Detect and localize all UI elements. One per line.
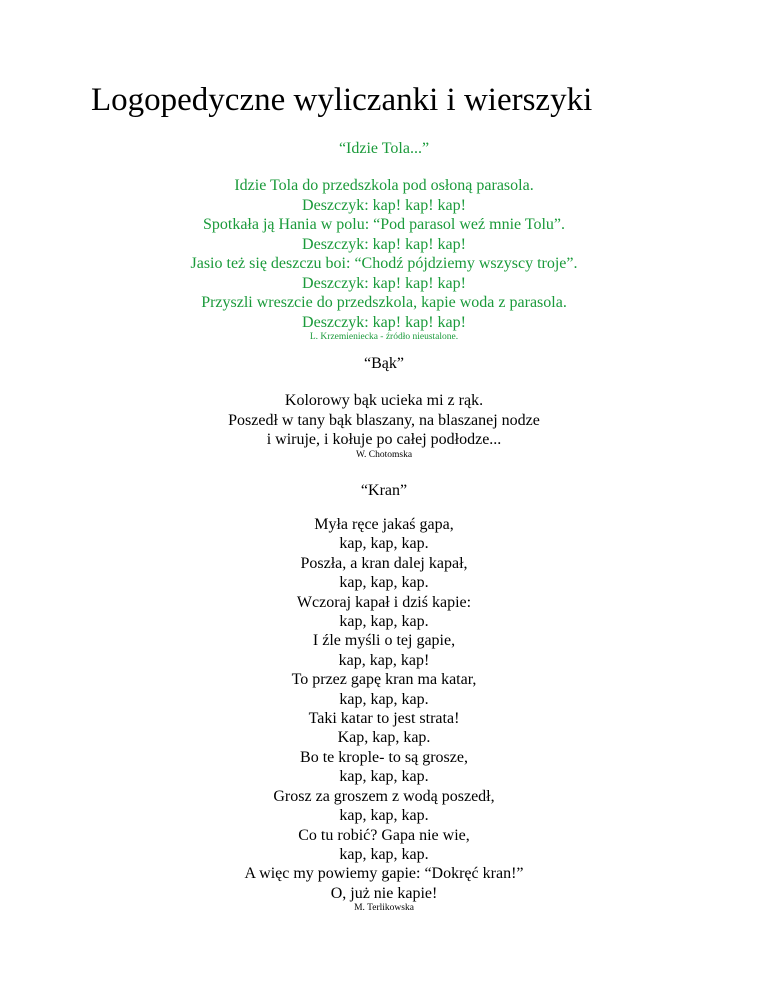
poem-lines: [0, 515, 768, 903]
poem-bak: [0, 354, 768, 461]
poem-line: kap, kap, kap.: [339, 613, 429, 631]
poem-line: Jasio też się deszczu boi: “Chodź pójdziemy wszyscy troje”.: [190, 255, 578, 272]
poem-line: To przez gapę kran ma katar,: [291, 671, 477, 689]
poem-line: Grosz za groszem z wodą poszedł,: [273, 787, 495, 805]
poem-title: “Bąk”: [364, 355, 404, 372]
poem-line: kap, kap, kap.: [339, 574, 429, 592]
poem-lines: [0, 176, 768, 332]
poem-line: Kap, kap, kap.: [337, 729, 431, 747]
poem-line: Deszczyk: kap! kap! kap!: [302, 196, 466, 214]
poem-line: O, już nie kapie!: [330, 884, 438, 902]
poem-line: I źle myśli o tej gapie,: [312, 632, 456, 650]
poem-line: Co tu robić? Gapa nie wie,: [298, 826, 470, 844]
poem-line: Deszczyk: kap! kap! kap!: [302, 235, 466, 253]
poem-line: kap, kap, kap.: [339, 690, 429, 708]
poem-lines: [0, 391, 768, 450]
poem-title: “Idzie Tola...”: [338, 140, 430, 157]
poem-line: kap, kap, kap.: [339, 845, 429, 863]
poem-line: kap, kap, kap!: [338, 651, 430, 669]
poem-author: M. Terlikowska: [354, 903, 414, 914]
poem-author: L. Krzemieniecka - źródło nieustalone.: [309, 332, 459, 342]
poem-line: Poszedł w tany bąk blaszany, na blaszanej nodze: [228, 411, 540, 429]
poem-line: Deszczyk: kap! kap! kap!: [302, 274, 466, 292]
poem-line: Taki katar to jest strata!: [308, 710, 460, 728]
poem-line: kap, kap, kap.: [339, 768, 429, 786]
poem-line: i wiruje, i kołuje po całej podłodze...: [266, 431, 502, 448]
poem-kran: [0, 481, 768, 914]
poem-line: Spotkała ją Hania w polu: “Pod parasol weź mnie Tolu”.: [202, 216, 566, 233]
poem-title: “Kran”: [360, 482, 408, 499]
poem-line: Deszczyk: kap! kap! kap!: [302, 313, 466, 331]
poem-line: Przyszli wreszcie do przedszkola, kapie woda z parasola.: [201, 294, 567, 311]
poem-line: Bo te krople- to są grosze,: [300, 748, 468, 766]
poem-line: kap, kap, kap.: [339, 535, 429, 553]
poem-line: A więc my powiemy gapie: “Dokręć kran!”: [244, 865, 524, 883]
page-title: Logopedyczne wyliczanki i wierszyki: [91, 82, 593, 118]
poem-idzie-tola: [0, 139, 768, 343]
poem-line: Idzie Tola do przedszkola pod osłoną parasola.: [234, 177, 534, 194]
poem-line: Myła ręce jakaś gapa,: [314, 516, 454, 533]
poem-line: Wczoraj kapał i dziś kapie:: [296, 593, 472, 611]
poem-author: W. Chotomska: [355, 449, 413, 460]
poem-line: kap, kap, kap.: [339, 807, 429, 825]
poem-line: Poszła, a kran dalej kapał,: [300, 554, 468, 572]
poem-line: Kolorowy bąk ucieka mi z rąk.: [284, 392, 484, 409]
